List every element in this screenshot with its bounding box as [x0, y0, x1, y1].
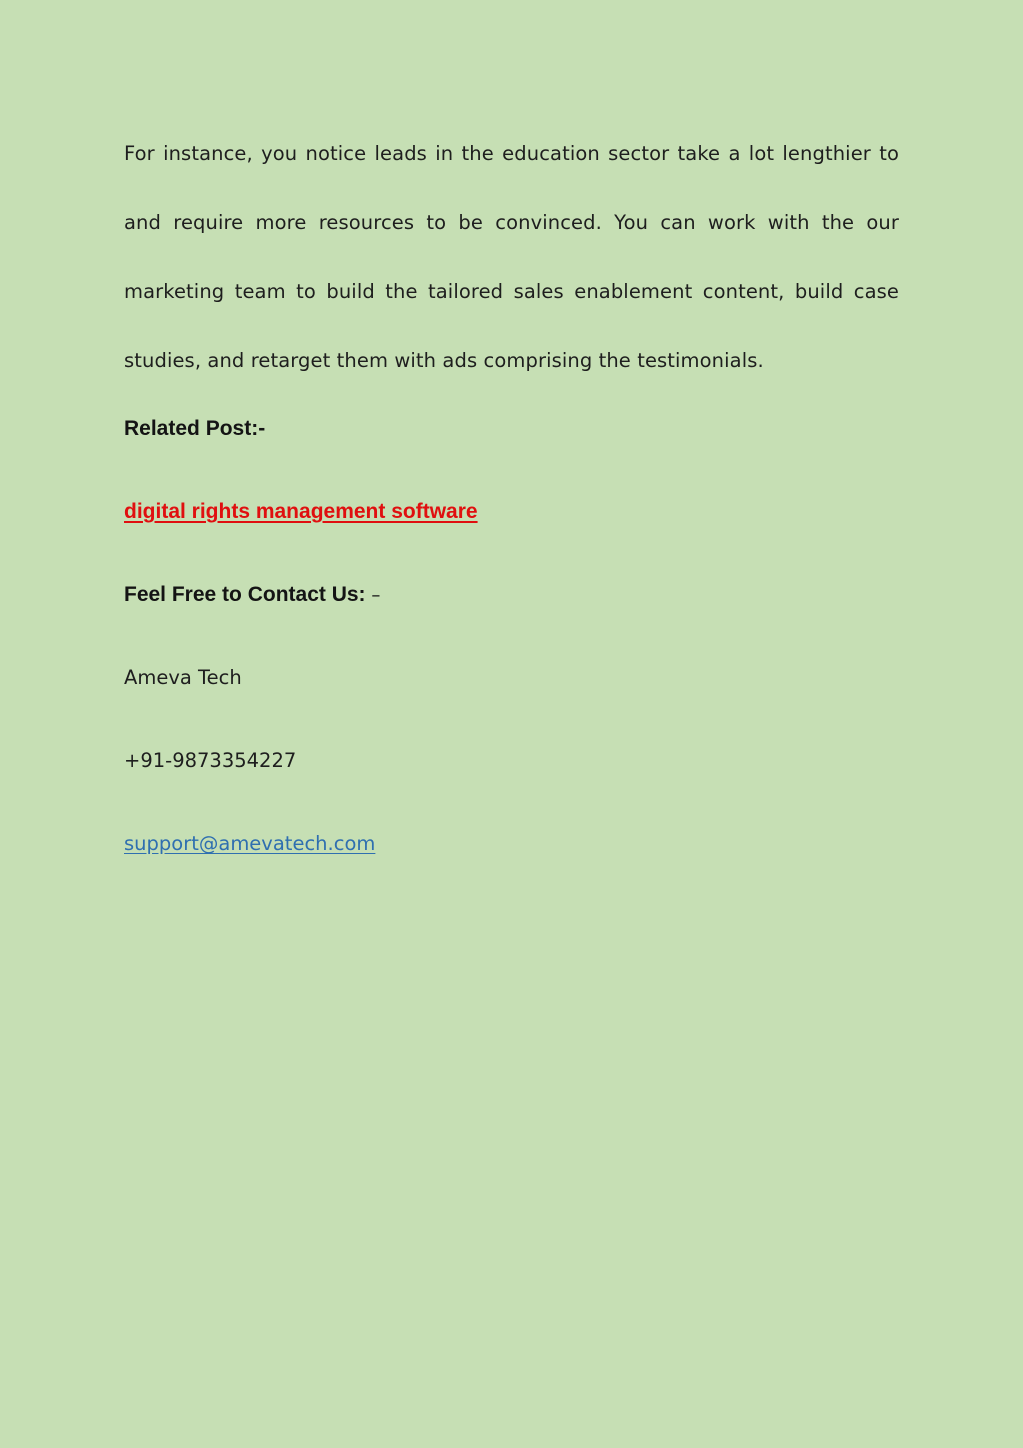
company-name: Ameva Tech	[124, 666, 242, 689]
contact-heading-label: Feel Free to Contact Us:	[124, 583, 366, 606]
related-post-heading: Related Post:-	[124, 417, 266, 440]
body-paragraph	[124, 119, 899, 395]
paragraph-line-1: For instance, you notice leads in the education sector take a lot lengthier to	[124, 142, 899, 165]
contact-heading-dash: –	[371, 585, 381, 606]
phone-number: +91-9873354227	[124, 749, 297, 772]
email-link[interactable]: support@amevatech.com	[124, 832, 376, 855]
paragraph-line-2: and require more resources to be convinced. You can work with the our	[124, 211, 899, 234]
related-post-link[interactable]: digital rights management software	[124, 500, 478, 523]
contact-heading	[124, 583, 380, 607]
paragraph-line-3: marketing team to build the tailored sales enablement content, build case	[124, 280, 899, 303]
paragraph-line-4: studies, and retarget them with ads comprising the testimonials.	[124, 349, 764, 372]
